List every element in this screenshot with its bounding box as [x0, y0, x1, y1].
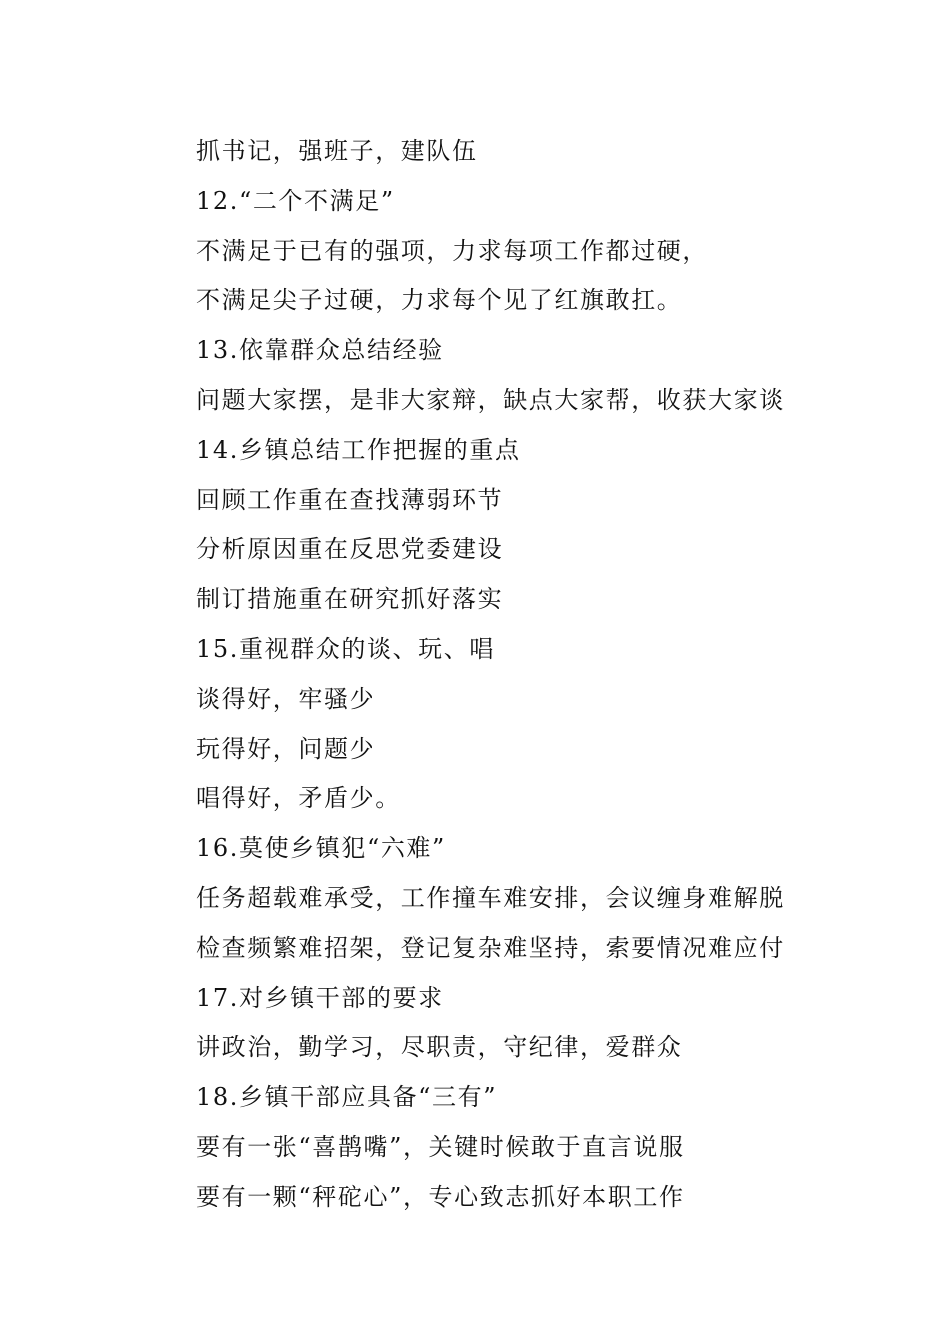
text-line: 任务超载难承受，工作撞车难安排，会议缠身难解脱 [196, 883, 785, 912]
text-line: 不满足尖子过硬，力求每个见了红旗敢扛。 [196, 286, 683, 315]
text-line: 讲政治，勤学习，尽职责，守纪律，爱群众 [196, 1033, 683, 1062]
section-heading: 13.依靠群众总结经验 [196, 336, 444, 365]
section-heading: 16.莫使乡镇犯“六难” [196, 834, 446, 863]
text-line: 玩得好，问题少 [196, 734, 376, 763]
text-line: 问题大家摆，是非大家辩，缺点大家帮，收获大家谈 [196, 385, 785, 414]
text-line: 分析原因重在反思党委建设 [196, 535, 504, 564]
section-heading: 17.对乡镇干部的要求 [196, 983, 444, 1012]
section-heading: 12.“二个不满足” [196, 186, 395, 215]
text-line: 不满足于已有的强项，力求每项工作都过硬， [196, 236, 708, 265]
text-line: 制订措施重在研究抓好落实 [196, 585, 504, 614]
section-heading: 18.乡镇干部应具备“三有” [196, 1083, 498, 1112]
text-line: 检查频繁难招架，登记复杂难坚持，索要情况难应付 [196, 933, 785, 962]
text-line: 谈得好，牢骚少 [196, 684, 376, 713]
text-line: 唱得好，矛盾少。 [196, 784, 401, 813]
text-line: 要有一颗“秤砣心”，专心致志抓好本职工作 [196, 1182, 685, 1211]
document-body [196, 127, 816, 1223]
text-line: 抓书记，强班子，建队伍 [196, 137, 478, 165]
section-heading: 15.重视群众的谈、玩、唱 [196, 634, 495, 663]
text-line: 要有一张“喜鹊嘴”，关键时候敢于直言说服 [196, 1132, 685, 1161]
section-heading: 14.乡镇总结工作把握的重点 [196, 435, 521, 464]
text-line: 回顾工作重在查找薄弱环节 [196, 485, 504, 514]
